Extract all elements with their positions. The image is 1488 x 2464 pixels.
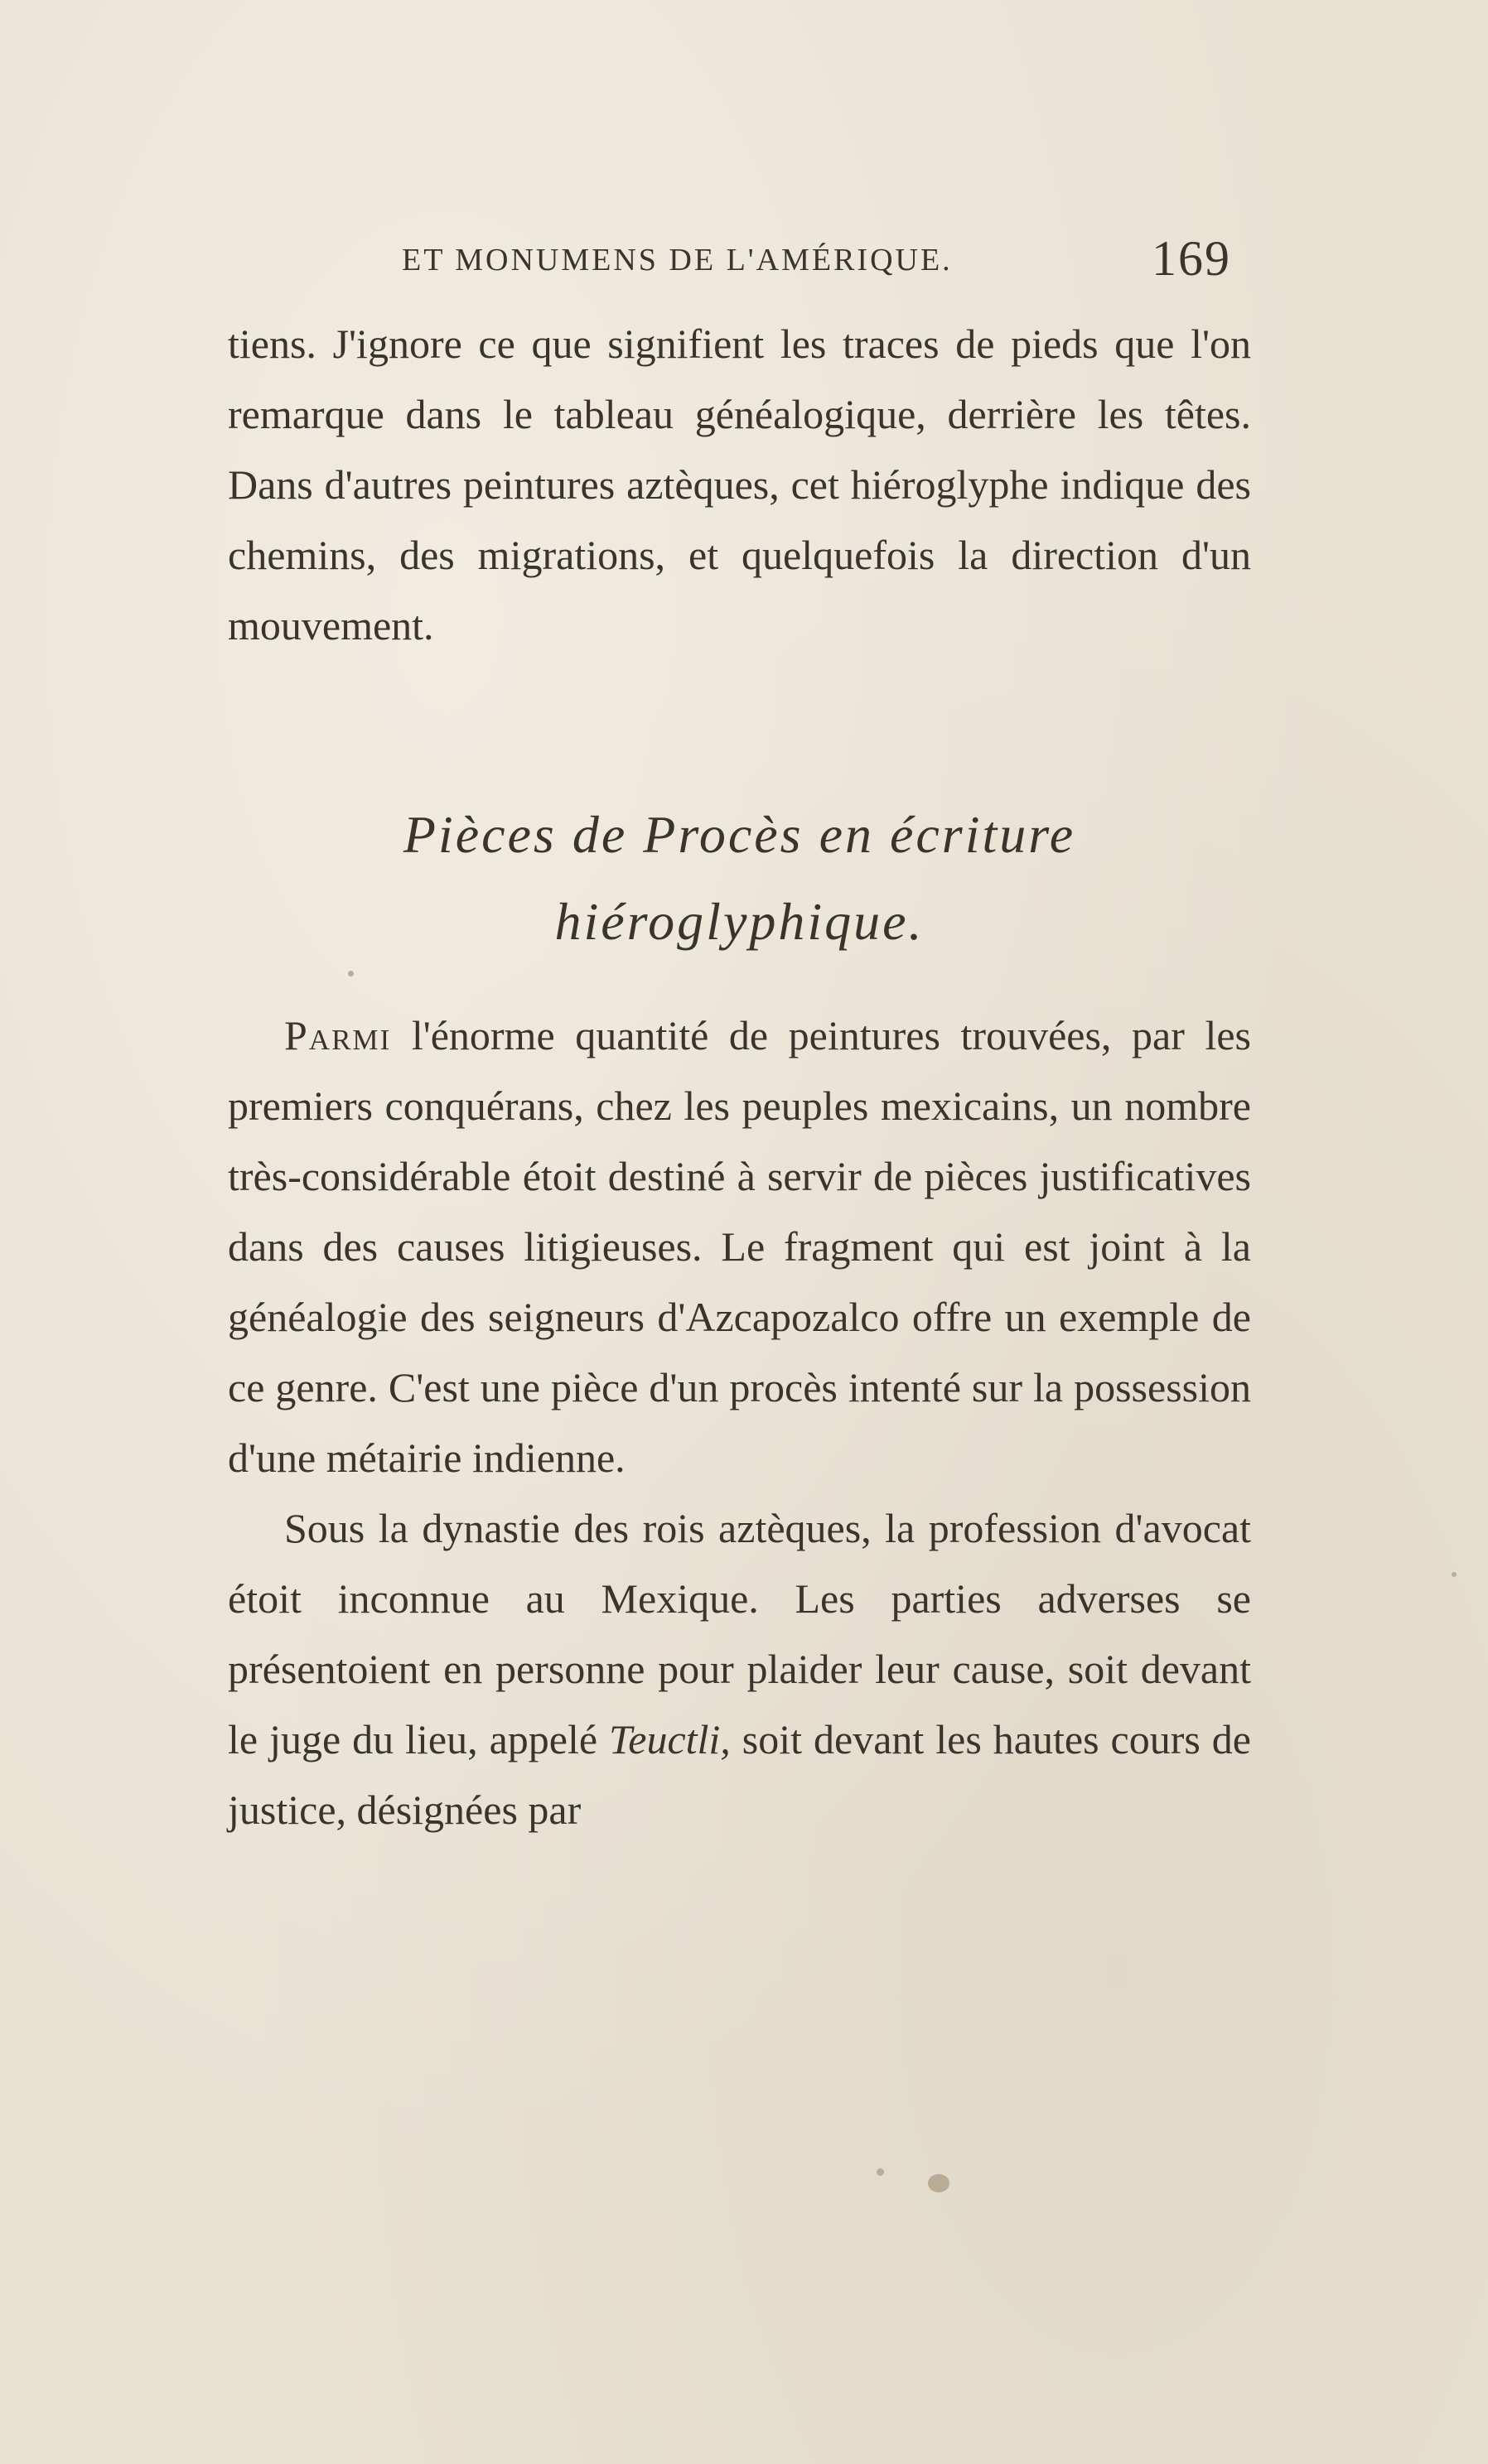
paragraph-dynastie-text-after: soit devant les hautes cours de justice, désignées par	[228, 1716, 1251, 1833]
section-title-line-1: Pièces de Procès en écriture	[403, 805, 1076, 864]
paragraph-dynastie	[228, 1493, 1251, 1845]
paper-speck	[1452, 1572, 1457, 1577]
intro-text	[228, 309, 1251, 661]
paragraph-parmi-text: l'énorme quantité de peintures trouvées, par les premiers conquérans, chez les peuples mexicains, un nombre très-considérable étoit destiné à servir de pièces justificatives dans des causes litigieuses. Le fragment qui est joint à la généalogie des seigneurs d'Azcapozalco offre un exemple de ce genre. C'est une pièce d'un procès intenté sur la possession d'une métairie indienne.	[228, 1012, 1251, 1481]
section-title	[228, 791, 1251, 965]
page-header	[402, 231, 1272, 287]
running-title: ET MONUMENS DE L'AMÉRIQUE.	[402, 243, 953, 277]
paper-speck	[877, 2168, 884, 2176]
section-title-line-2: hiéroglyphique.	[554, 892, 925, 951]
paper-speck	[348, 971, 354, 976]
page-number: 169	[1152, 231, 1231, 286]
paragraph-parmi	[228, 1001, 1251, 1493]
intro-paragraph: tiens. J'ignore ce que signifient les traces de pieds que l'on remarque dans le tableau généalogique, derrière les têtes. Dans d'autres peintures aztèques, cet hiéroglyphe indique des chemins, des migrations, et quelquefois la direction d'un mouvement.	[228, 321, 1251, 649]
paper-speck	[928, 2174, 949, 2192]
body-text	[228, 1001, 1251, 1845]
paragraph-dynastie-text-before: Sous la dynastie des rois aztèques, la profession d'avocat étoit inconnue au Mexique. Les parties adverses se présentoient en personne pour plaider leur cause, soit devant le juge du lieu, appelé	[228, 1505, 1251, 1762]
italic-term-teuctli: Teuctli,	[609, 1716, 731, 1762]
opening-word: Parmi	[284, 1012, 392, 1058]
